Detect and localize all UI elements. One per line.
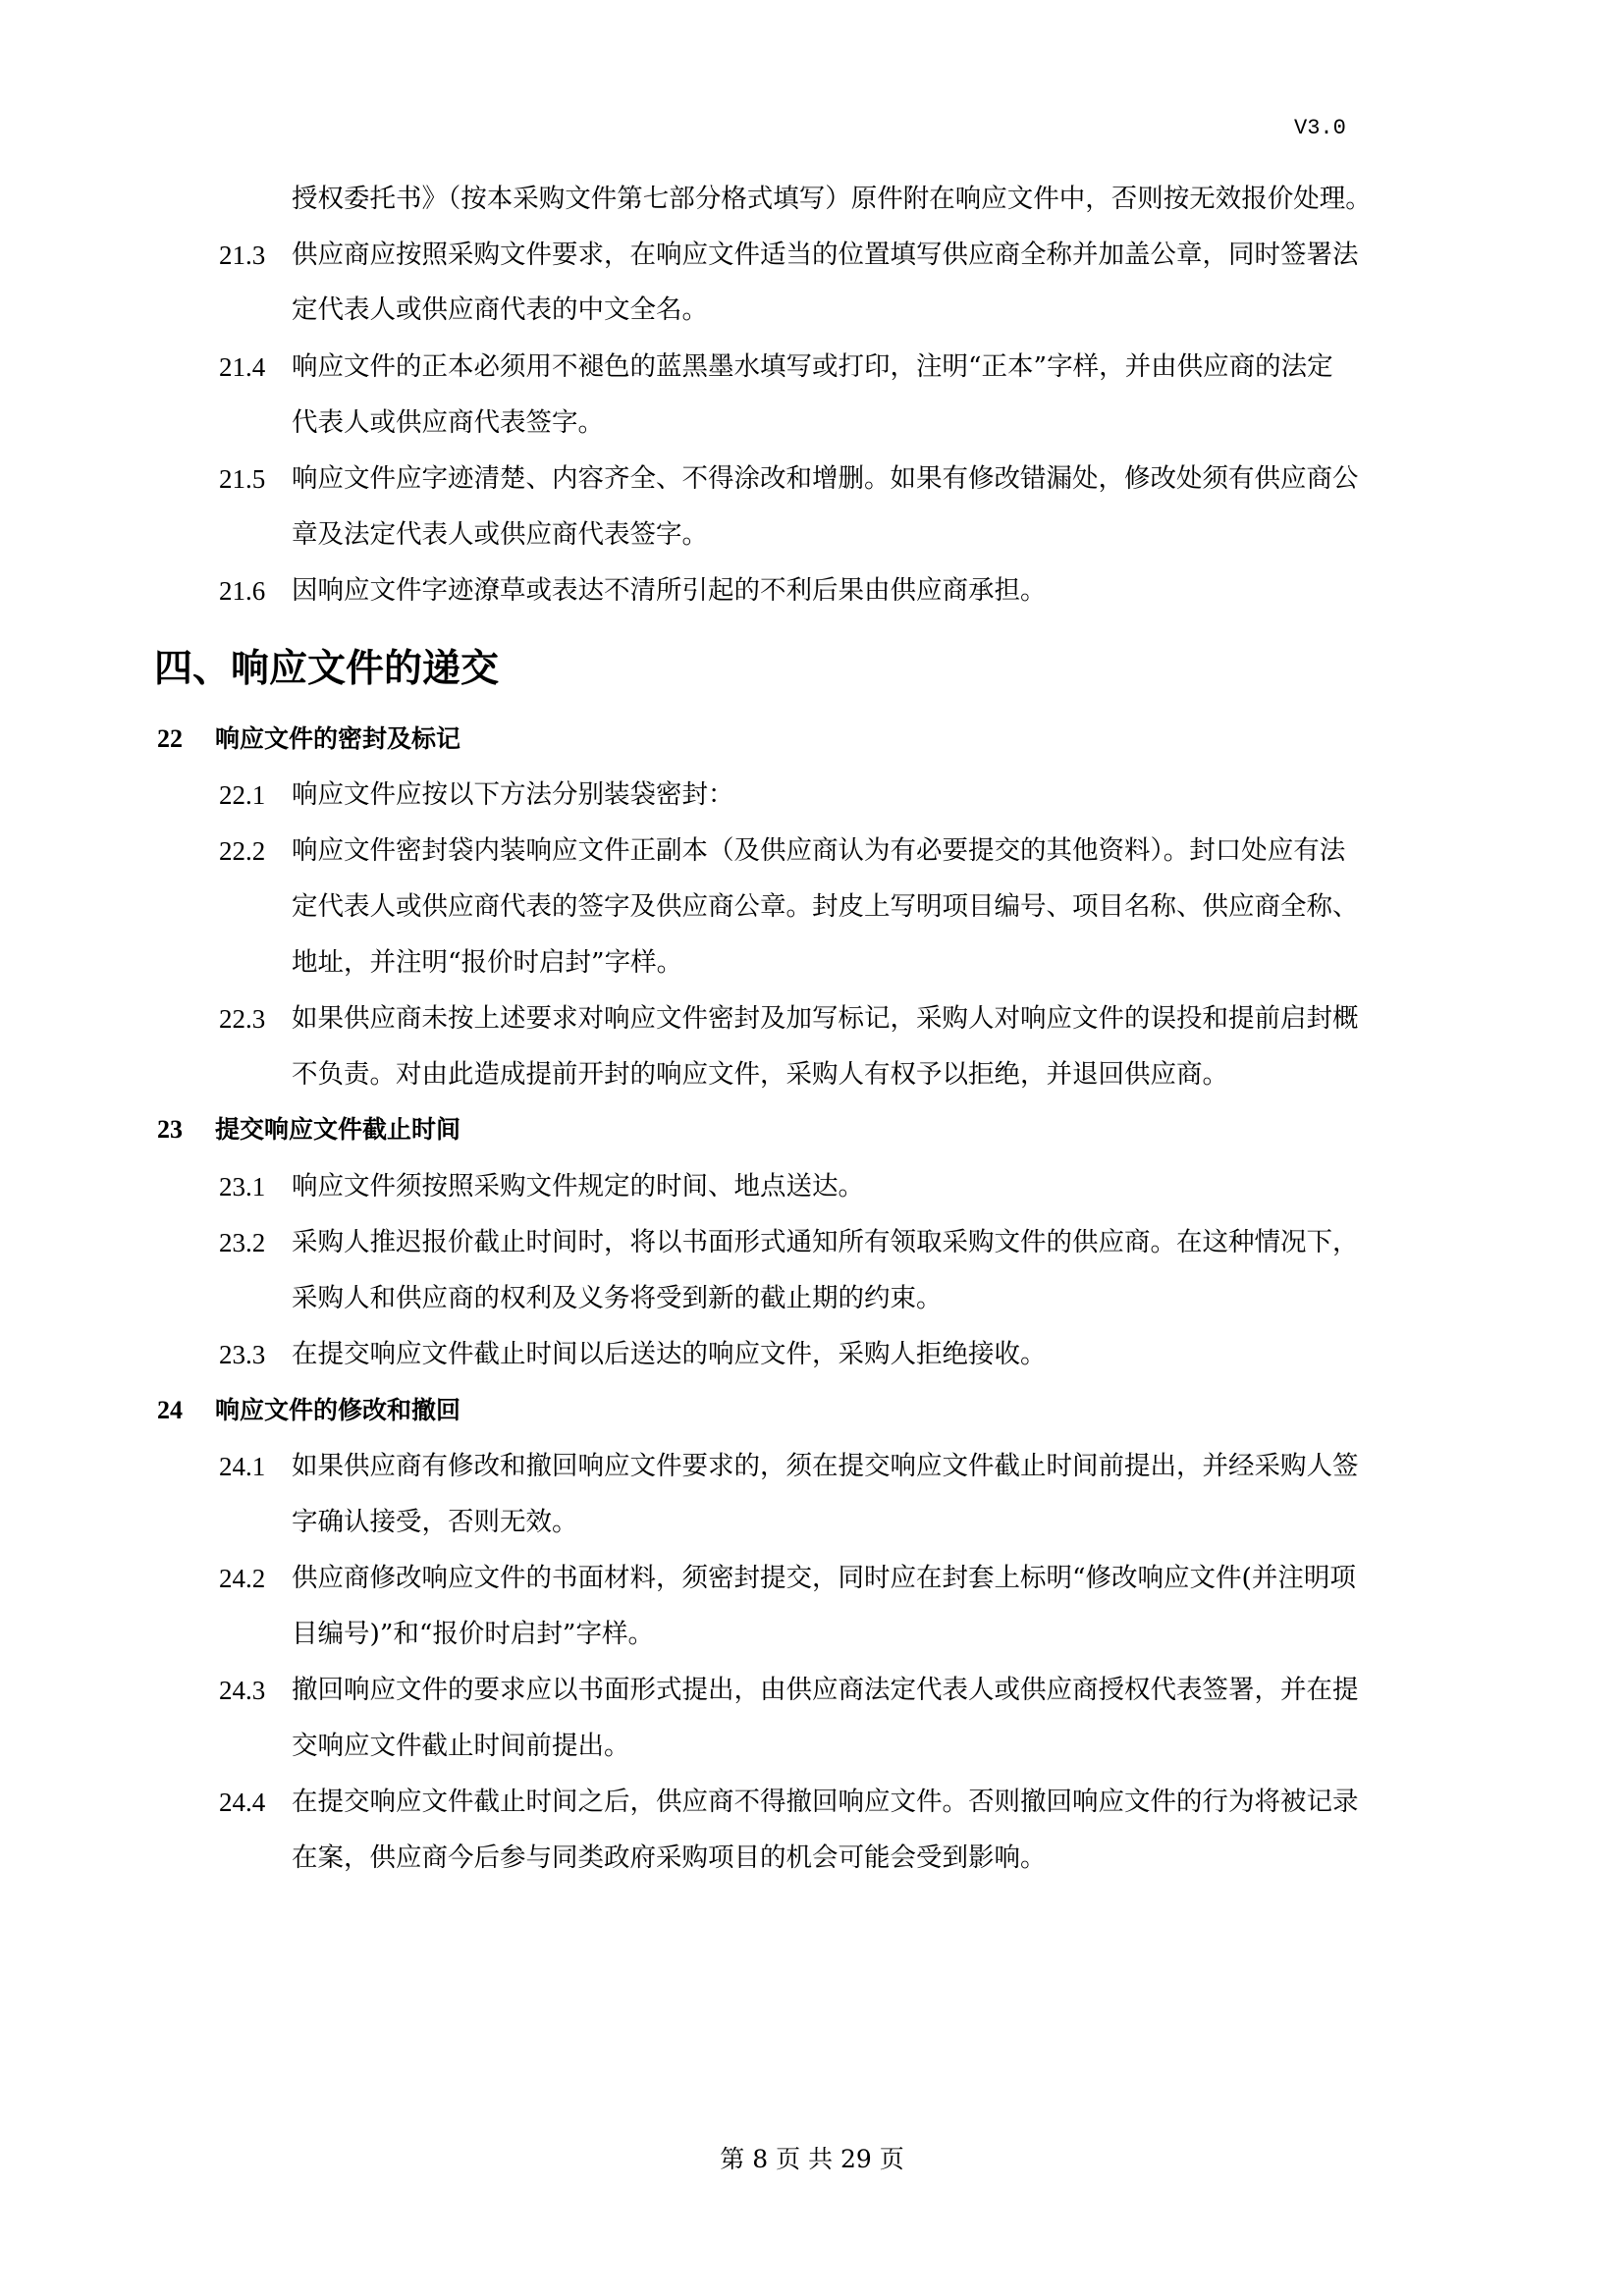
clause-text-line: 定代表人或供应商代表的签字及供应商公章。封皮上写明项目编号、项目名称、供应商全称、 — [292, 891, 1359, 922]
subsection-title: 响应文件的修改和撤回 — [215, 1396, 461, 1424]
clause-text-line: 供应商应按照采购文件要求，在响应文件适当的位置填写供应商全称并加盖公章，同时签署法 — [292, 240, 1359, 270]
clause-text-line: 交响应文件截止时间前提出。 — [292, 1731, 630, 1761]
clause-text-line: 因响应文件字迹潦草或表达不清所引起的不利后果由供应商承担。 — [292, 575, 1047, 606]
clause-text-line: 字确认接受，否则无效。 — [292, 1507, 578, 1537]
paragraph-continuation: 授权委托书》（按本采购文件第七部分格式填写）原件附在响应文件中，否则按无效报价处理。 — [292, 184, 1372, 214]
clause-text-line: 地址，并注明“报价时启封”字样。 — [292, 947, 683, 978]
clause-number: 21.3 — [219, 240, 266, 270]
clause-number: 22.3 — [219, 1004, 266, 1034]
clause-text-line: 响应文件应按以下方法分别装袋密封： — [292, 779, 734, 810]
clause-text-line: 章及法定代表人或供应商代表签字。 — [292, 519, 708, 550]
clause-number: 21.5 — [219, 464, 266, 494]
clause-text-line: 采购人推迟报价截止时间时，将以书面形式通知所有领取采购文件的供应商。在这种情况下， — [292, 1227, 1359, 1257]
clause-number: 21.4 — [219, 352, 266, 382]
subsection-number: 24 — [157, 1396, 183, 1424]
clause-text-line: 代表人或供应商代表签字。 — [292, 407, 604, 438]
clause-number: 21.6 — [219, 576, 266, 606]
clause-text-line: 如果供应商未按上述要求对响应文件密封及加写标记，采购人对响应文件的误投和提前启封概 — [292, 1003, 1359, 1034]
clause-text-line: 撤回响应文件的要求应以书面形式提出，由供应商法定代表人或供应商授权代表签署，并在提 — [292, 1675, 1359, 1705]
clause-number: 23.3 — [219, 1340, 266, 1369]
version-label: V3.0 — [1294, 116, 1346, 140]
clause-text-line: 响应文件的正本必须用不褪色的蓝黑墨水填写或打印，注明“正本”字样，并由供应商的法定 — [292, 351, 1333, 382]
clause-number: 24.3 — [219, 1676, 266, 1705]
clause-text-line: 在案，供应商今后参与同类政府采购项目的机会可能会受到影响。 — [292, 1842, 1047, 1873]
subsection-number: 23 — [157, 1115, 183, 1144]
clause-number: 22.2 — [219, 836, 266, 866]
page-number: 第 8 页 共 29 页 — [720, 2145, 904, 2173]
clause-text-line: 如果供应商有修改和撤回响应文件要求的，须在提交响应文件截止时间前提出，并经采购人签 — [292, 1451, 1359, 1481]
clause-text-line: 响应文件须按照采购文件规定的时间、地点送达。 — [292, 1171, 864, 1201]
clause-text-line: 在提交响应文件截止时间以后送达的响应文件，采购人拒绝接收。 — [292, 1339, 1047, 1369]
subsection-title: 响应文件的密封及标记 — [215, 724, 461, 753]
clause-text-line: 定代表人或供应商代表的中文全名。 — [292, 294, 708, 325]
section-heading: 四、响应文件的递交 — [154, 647, 500, 691]
clause-number: 23.2 — [219, 1228, 266, 1257]
clause-number: 24.2 — [219, 1564, 266, 1593]
clause-text-line: 不负责。对由此造成提前开封的响应文件，采购人有权予以拒绝，并退回供应商。 — [292, 1059, 1228, 1090]
clause-text-line: 目编号)”和“报价时启封”字样。 — [292, 1619, 654, 1649]
clause-number: 23.1 — [219, 1172, 266, 1201]
clause-text-line: 采购人和供应商的权利及义务将受到新的截止期的约束。 — [292, 1283, 943, 1313]
clause-text-line: 响应文件应字迹清楚、内容齐全、不得涂改和增删。如果有修改错漏处，修改处须有供应商公 — [292, 463, 1359, 494]
clause-text-line: 响应文件密封袋内装响应文件正副本（及供应商认为有必要提交的其他资料）。封口处应有法 — [292, 835, 1346, 866]
subsection-number: 22 — [157, 724, 183, 753]
clause-number: 22.1 — [219, 780, 266, 810]
subsection-title: 提交响应文件截止时间 — [215, 1115, 461, 1144]
clause-text-line: 供应商修改响应文件的书面材料，须密封提交，同时应在封套上标明“修改响应文件(并注明项 — [292, 1563, 1356, 1593]
clause-number: 24.4 — [219, 1788, 266, 1817]
clause-number: 24.1 — [219, 1452, 266, 1481]
clause-text-line: 在提交响应文件截止时间之后，供应商不得撤回响应文件。否则撤回响应文件的行为将被记录 — [292, 1787, 1359, 1817]
